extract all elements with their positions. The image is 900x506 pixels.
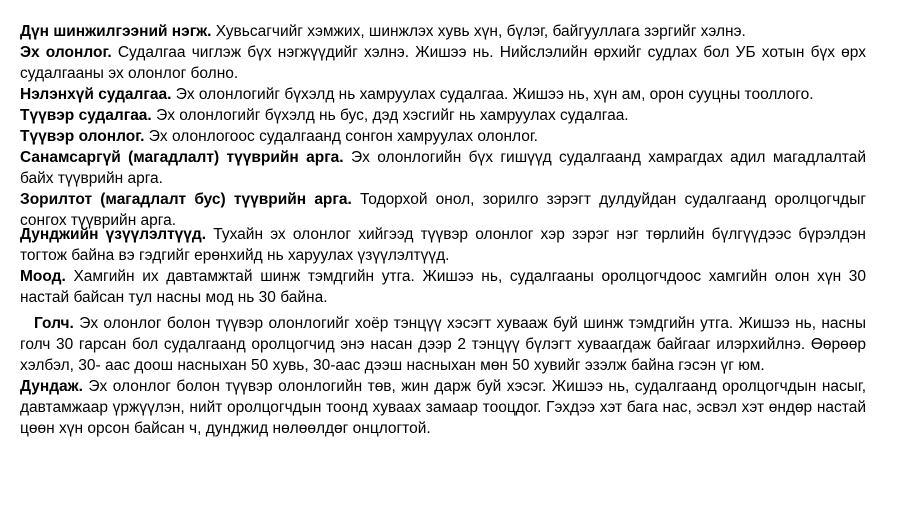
definition-text: Хамгийн их давтамжтай шинж тэмдгийн утга. Жишээ нь, судалгааны оролцогчдоос хамгийн олон хүн 30 настай байсан тул насны мод нь 30 байна.	[20, 268, 867, 306]
para-sample-set	[20, 126, 866, 147]
definition-text: Эх олонлогоос судалгаанд сонгон хамруулах олонлог.	[148, 128, 538, 145]
para-mean	[20, 376, 866, 439]
term-label: Эх олонлог.	[20, 44, 112, 61]
definition-text: Хувьсагчийг хэмжих, шинжлэх хувь хүн, бүлэг, байгууллага зэргийг хэлнэ.	[215, 23, 746, 40]
term-label: Нэлэнхүй судалгаа.	[20, 86, 172, 103]
definition-text: Судалгаа чиглэж бүх нэгжүүдийг хэлнэ. Жишээ нь. Нийслэлийн өрхийг судлах бол УБ хотын бүх өрх судалгааны эх олонлог болно.	[20, 44, 866, 82]
para-parent-population	[20, 42, 866, 84]
para-random-sampling-method	[20, 147, 866, 189]
para-median	[20, 313, 866, 376]
para-mode	[20, 266, 866, 308]
definition-text: Тухайн эх олонлог хийгээд түүвэр олонлог хэр зэрэг нэг төрлийн бүлгүүдээс бүрэлдэн тогтож байна вэ гэдгийг ерөнхийд нь харуулах үзүүлэлтүүд.	[20, 226, 866, 264]
term-label: Санамсаргүй (магадлалт) түүврийн арга.	[20, 149, 344, 166]
definition-text: Эх олонлогийн бүх гишүүд судалгаанд хамрагдах адил магадлалтай байх түүврийн арга.	[20, 149, 866, 187]
term-label: Дундаж.	[20, 378, 83, 395]
definition-text: Тодорхой онол, зорилго зэрэгт дулдуйдан судалгаанд оролцогчдыг сонгох түүврийн арга.	[20, 191, 866, 229]
definition-text: Эх олонлогийг бүхэлд нь бус, дэд хэсгийг нь хамруулах судалгаа.	[156, 107, 629, 124]
definition-text: Эх олонлогийг бүхэлд нь хамруулах судалгаа. Жишээ нь, хүн ам, орон сууцны тооллого.	[175, 86, 814, 103]
para-sample-survey	[20, 105, 866, 126]
term-label: Дүн шинжилгээний нэгж.	[20, 23, 212, 40]
definition-text: Эх олонлог болон түүвэр олонлогийг хоёр тэнцүү хэсэгт хувааж буй шинж тэмдгийн утга. Жишээ нь, насны голч 30 гарсан бол судалгаанд оролцогчид энэ насан дээр 2 тэнцүү бүлэгт хуваагдаж байгааг илэрхийлнэ. Өөрөөр хэлбэл, 30- аас доош насныхан 50 хувь, 30-аас дээш насныхан мөн 50 хувийг эзэлж байна гэсэн үг юм.	[20, 315, 866, 374]
term-label: Голч.	[34, 315, 74, 332]
definition-text: Эх олонлог болон түүвэр олонлогийн төв, жин дарж буй хэсэг. Жишээ нь, судалгаанд оролцогчдын насыг, давтамжаар үржүүлэн, нийт оролцогчдын тоонд хуваах замаар тооцдог. Гэхдээ хэт бага нас, эсвэл хэт өндөр настай цөөн хүн орсон байсан ч, дунджид нөлөөлдөг онцлогтой.	[20, 378, 866, 437]
term-label: Түүвэр судалгаа.	[20, 107, 152, 124]
para-census-survey	[20, 84, 866, 105]
para-average-indicators	[20, 224, 866, 266]
term-label: Дунджийн үзүүлэлтүүд.	[20, 226, 207, 243]
term-label: Зорилтот (магадлалт бус) түүврийн арга.	[20, 191, 352, 208]
para-analysis-unit	[20, 21, 866, 42]
term-label: Түүвэр олонлог.	[20, 128, 145, 145]
term-label: Моод.	[20, 268, 66, 285]
